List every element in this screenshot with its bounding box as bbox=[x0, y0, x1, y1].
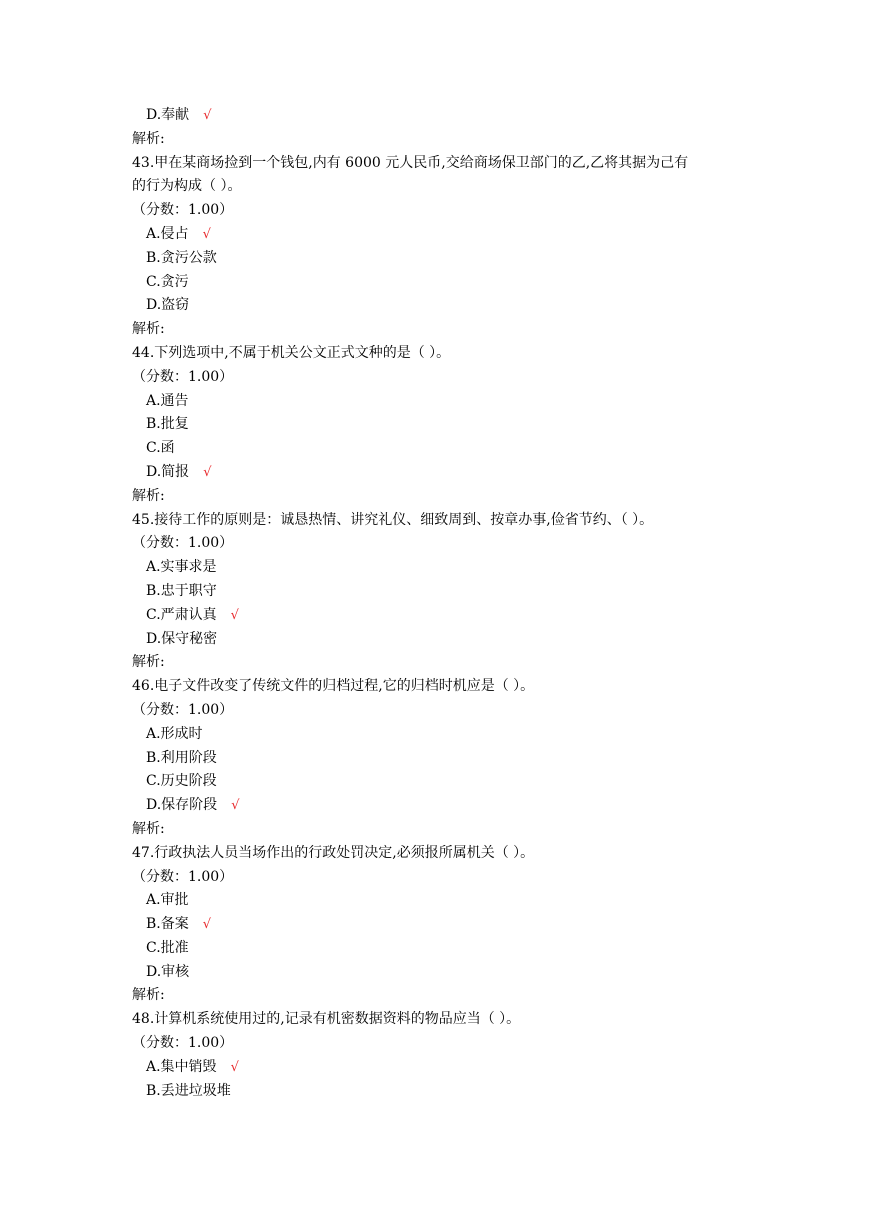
answer-option bbox=[132, 1056, 772, 1080]
score-label bbox=[132, 532, 772, 556]
option-text: A.审批 bbox=[146, 892, 189, 909]
option-text: C.严肃认真 bbox=[146, 606, 217, 623]
analysis-text: 解析: bbox=[132, 321, 165, 338]
option-text: D.简报 bbox=[146, 463, 190, 480]
correct-check-icon: √ bbox=[230, 1059, 239, 1075]
question-text: 47.行政执法人员当场作出的行政处罚决定,必须报所属机关（ ）。 bbox=[132, 844, 535, 861]
question-text bbox=[132, 842, 772, 866]
option-text: D.盗窃 bbox=[146, 297, 190, 314]
analysis-label bbox=[132, 485, 772, 509]
answer-option bbox=[132, 770, 772, 794]
answer-option bbox=[132, 794, 772, 818]
score-text: （分数：1.00） bbox=[132, 368, 234, 385]
question-text: 的行为构成（ ）。 bbox=[132, 178, 242, 195]
score-text: （分数：1.00） bbox=[132, 202, 234, 219]
analysis-label bbox=[132, 984, 772, 1008]
option-text: C.历史阶段 bbox=[146, 773, 217, 790]
option-text: B.忠于职守 bbox=[146, 582, 217, 599]
option-text: A.侵占 bbox=[146, 225, 189, 242]
score-label bbox=[132, 366, 772, 390]
score-label bbox=[132, 866, 772, 890]
correct-check-icon: √ bbox=[202, 917, 212, 933]
analysis-label bbox=[132, 651, 772, 675]
question-text: 48.计算机系统使用过的,记录有机密数据资料的物品应当（ ）。 bbox=[132, 1011, 521, 1028]
analysis-text: 解析: bbox=[132, 654, 165, 671]
answer-option bbox=[132, 580, 772, 604]
document-page bbox=[132, 104, 772, 1103]
question-text bbox=[132, 152, 772, 176]
question-text: 45.接待工作的原则是：诚恳热情、讲究礼仪、细致周到、按章办事,俭省节约、（ ）。 bbox=[132, 511, 654, 528]
answer-option bbox=[132, 271, 772, 295]
answer-option bbox=[132, 723, 772, 747]
option-text: D.奉献 bbox=[146, 107, 190, 123]
correct-check-icon: √ bbox=[231, 798, 240, 814]
answer-option bbox=[132, 889, 772, 913]
answer-option bbox=[132, 437, 772, 461]
option-text: B.贪污公款 bbox=[146, 249, 217, 266]
answer-option bbox=[132, 104, 772, 128]
analysis-text: 解析: bbox=[132, 130, 165, 147]
question-text: 44.下列选项中,不属于机关公文正式文种的是（ ）。 bbox=[132, 344, 451, 361]
analysis-text: 解析: bbox=[132, 487, 165, 504]
option-text: C.批准 bbox=[146, 939, 189, 956]
score-label bbox=[132, 1032, 772, 1056]
question-text bbox=[132, 1008, 772, 1032]
answer-option bbox=[132, 461, 772, 485]
analysis-label bbox=[132, 818, 772, 842]
answer-option bbox=[132, 556, 772, 580]
score-text: （分数：1.00） bbox=[132, 1035, 234, 1052]
option-text: A.形成时 bbox=[146, 725, 203, 742]
answer-option bbox=[132, 913, 772, 937]
option-text: B.丢进垃圾堆 bbox=[146, 1082, 231, 1099]
question-text bbox=[132, 175, 772, 199]
answer-option bbox=[132, 247, 772, 271]
question-text: 46.电子文件改变了传统文件的归档过程,它的归档时机应是（ ）。 bbox=[132, 678, 535, 695]
option-text: B.利用阶段 bbox=[146, 749, 217, 766]
score-text: （分数：1.00） bbox=[132, 868, 234, 885]
analysis-label bbox=[132, 318, 772, 342]
answer-option bbox=[132, 413, 772, 437]
analysis-label bbox=[132, 128, 772, 152]
answer-option bbox=[132, 937, 772, 961]
answer-option bbox=[132, 604, 772, 628]
option-text: B.批复 bbox=[146, 416, 189, 433]
question-text: 43.甲在某商场捡到一个钱包,内有 6000 元人民币,交给商场保卫部门的乙,乙将其据为己有 bbox=[132, 154, 689, 171]
score-label bbox=[132, 699, 772, 723]
correct-check-icon: √ bbox=[230, 607, 239, 623]
option-text: D.审核 bbox=[146, 963, 190, 980]
option-text: B.备案 bbox=[146, 916, 189, 933]
answer-option bbox=[132, 223, 772, 247]
option-text: A.通告 bbox=[146, 392, 189, 409]
score-text: （分数：1.00） bbox=[132, 535, 234, 552]
correct-check-icon: √ bbox=[202, 226, 211, 242]
option-text: A.集中销毁 bbox=[146, 1058, 217, 1075]
option-text: D.保存阶段 bbox=[146, 797, 218, 814]
answer-option bbox=[132, 294, 772, 318]
option-text: C.函 bbox=[146, 440, 175, 457]
analysis-text: 解析: bbox=[132, 987, 165, 1004]
option-text: C.贪污 bbox=[146, 273, 189, 290]
answer-option bbox=[132, 1080, 772, 1104]
question-text bbox=[132, 675, 772, 699]
score-label bbox=[132, 199, 772, 223]
answer-option bbox=[132, 390, 772, 414]
correct-check-icon: √ bbox=[203, 108, 212, 123]
correct-check-icon: √ bbox=[203, 464, 212, 480]
score-text: （分数：1.00） bbox=[132, 701, 234, 718]
answer-option bbox=[132, 961, 772, 985]
answer-option bbox=[132, 628, 772, 652]
option-text: A.实事求是 bbox=[146, 559, 217, 576]
option-text: D.保守秘密 bbox=[146, 630, 218, 647]
answer-option bbox=[132, 747, 772, 771]
question-text bbox=[132, 342, 772, 366]
question-text bbox=[132, 509, 772, 533]
analysis-text: 解析: bbox=[132, 820, 165, 837]
